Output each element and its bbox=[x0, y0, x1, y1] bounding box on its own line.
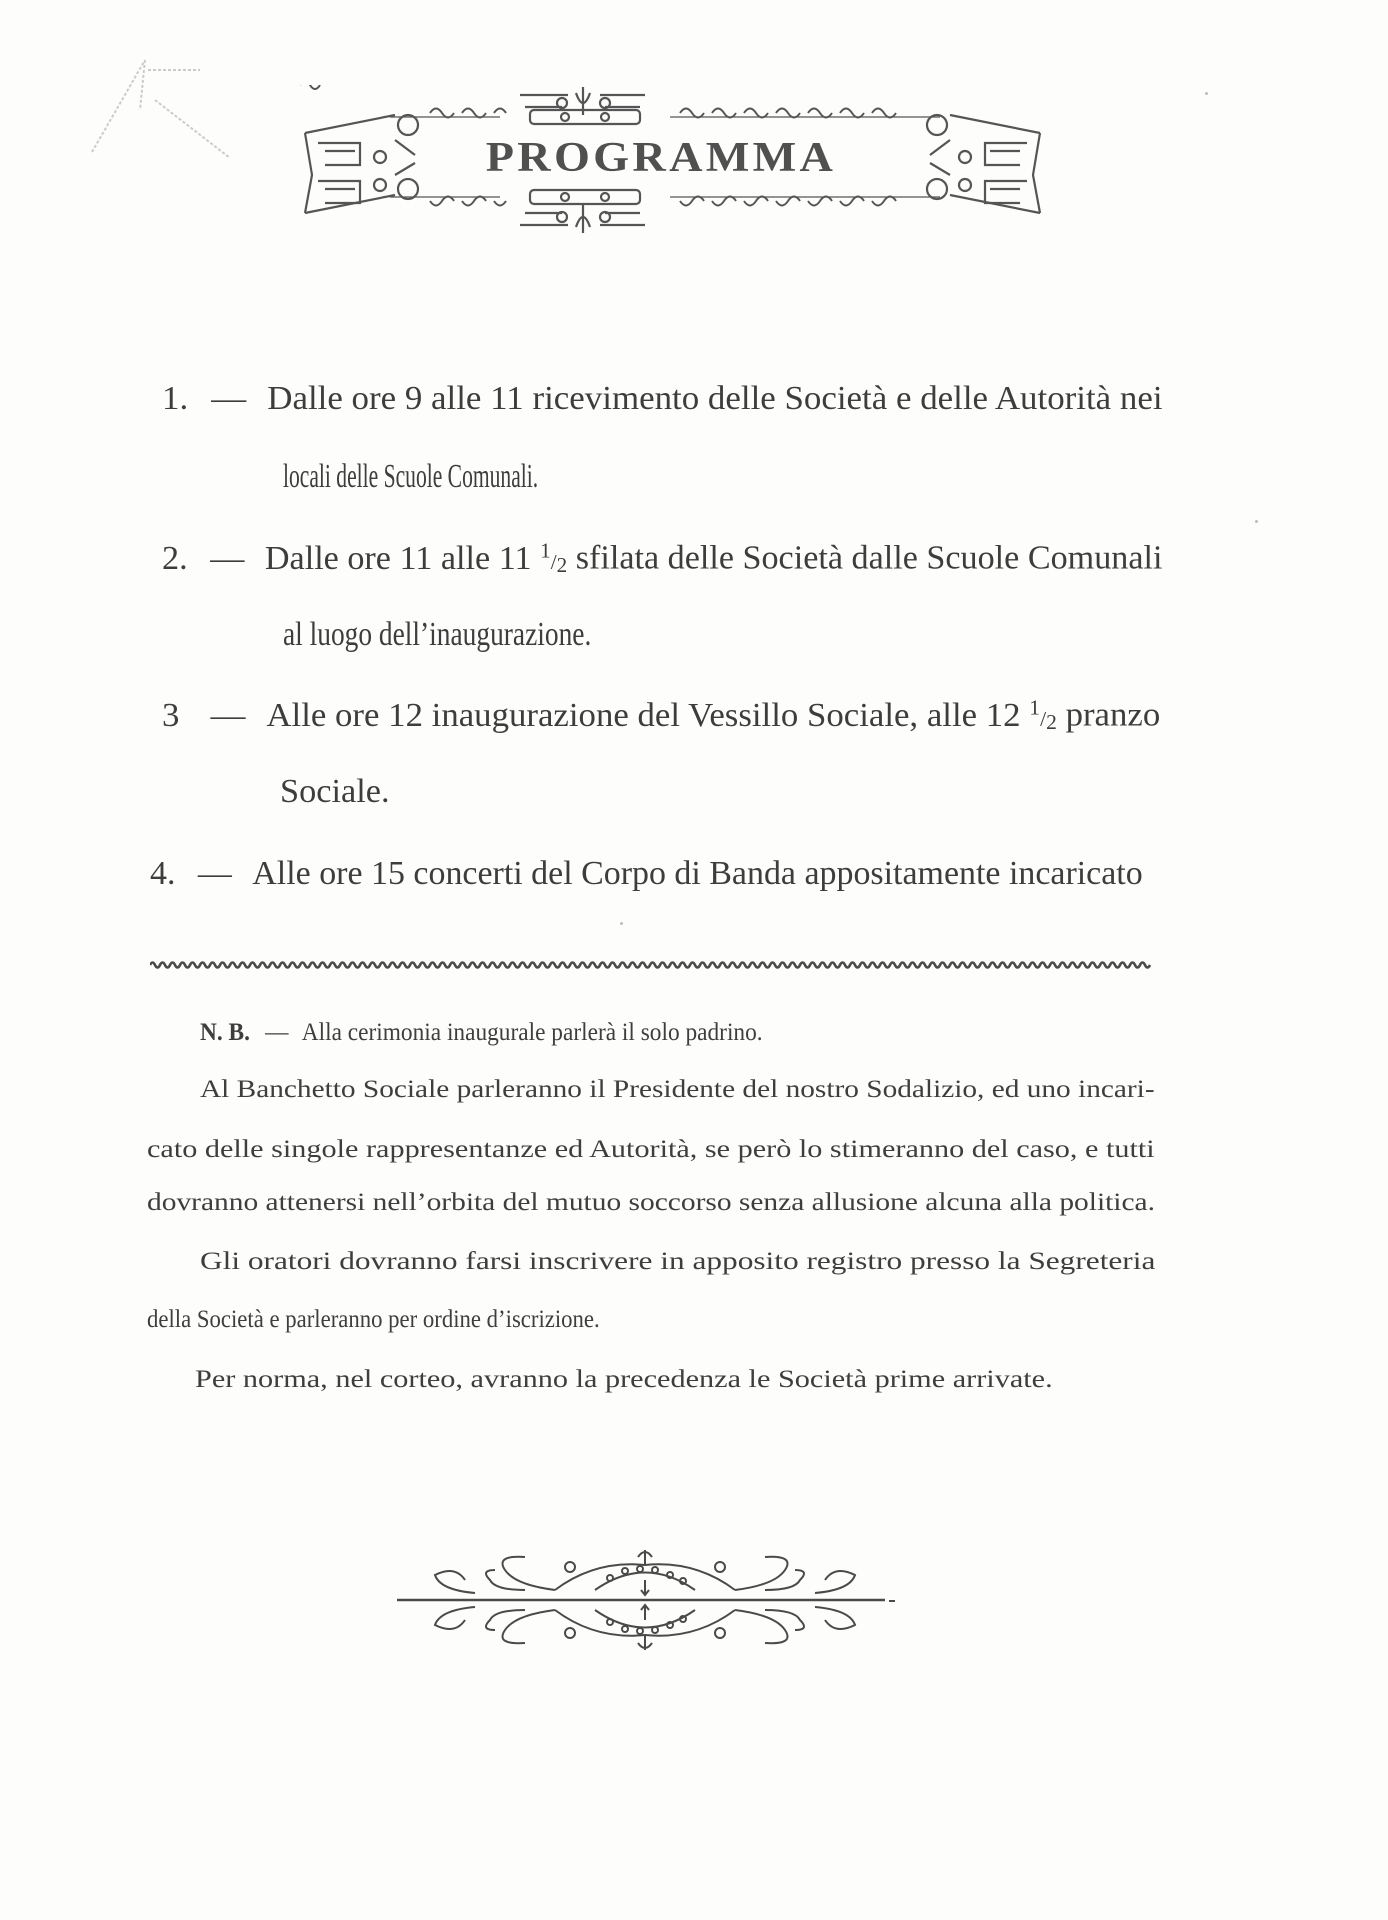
item-number: 3 bbox=[162, 696, 180, 734]
program-item-3-line-1 bbox=[162, 697, 1160, 733]
paper-speck bbox=[1255, 520, 1258, 523]
program-item-1-line-2 bbox=[283, 460, 538, 494]
note-line: Al Banchetto Sociale parleranno il Presidente del nostro Sodalizio, ed uno incari- bbox=[200, 1076, 1155, 1103]
wavy-divider bbox=[150, 958, 1155, 972]
program-item-3-line-2 bbox=[280, 775, 390, 809]
pencil-mark-icon bbox=[80, 40, 250, 160]
item-dash: — bbox=[210, 696, 246, 734]
note-line: della Società e parleranno per ordine d’iscrizione. bbox=[147, 1306, 600, 1333]
item-dash: — bbox=[211, 380, 247, 417]
fraction-one-half: $^1/_2$ bbox=[540, 538, 568, 577]
item-dash: — bbox=[210, 539, 245, 577]
program-item-2-line-2 bbox=[283, 618, 591, 652]
program-item-2-line-1 bbox=[162, 540, 1162, 576]
nb-label: N. B. bbox=[200, 1019, 250, 1046]
program-item-1-line-1 bbox=[162, 382, 1163, 416]
item-text: al luogo dell’inaugurazione. bbox=[283, 616, 592, 653]
item-text: Alle ore 12 inaugurazione del Vessillo Sociale, alle 12 bbox=[266, 696, 1021, 734]
item-text: Sociale. bbox=[280, 773, 390, 810]
note-line: Gli oratori dovranno farsi inscrivere in apposito registro presso la Segreteria bbox=[200, 1248, 1156, 1275]
item-number: 2. bbox=[162, 539, 188, 577]
note-line: dovranno attenersi nell’orbita del mutuo soccorso senza allusione alcuna alla politica. bbox=[147, 1189, 1155, 1216]
paper-speck bbox=[1205, 92, 1208, 95]
item-number: 1. bbox=[162, 380, 189, 417]
program-item-4-line-1 bbox=[150, 857, 1143, 891]
item-text: locali delle Scuole Comunali. bbox=[283, 458, 539, 495]
nb-text: Alla cerimonia inaugurale parlerà il solo padrino. bbox=[301, 1019, 763, 1046]
item-text: Dalle ore 9 alle 11 ricevimento delle Società e delle Autorità nei bbox=[267, 380, 1163, 417]
item-text: Dalle ore 11 alle 11 bbox=[264, 539, 532, 577]
item-text: Alle ore 15 concerti del Corpo di Banda appositamente incaricato bbox=[252, 855, 1143, 892]
item-text: sfilata delle Società dalle Scuole Comunali bbox=[575, 539, 1163, 577]
bottom-fleuron-ornament bbox=[395, 1545, 895, 1655]
paper-speck bbox=[620, 922, 623, 925]
note-line: Per norma, nel corteo, avranno la precedenza le Società prime arrivate. bbox=[195, 1366, 1053, 1393]
nb-dash: — bbox=[265, 1019, 289, 1046]
item-dash: — bbox=[197, 855, 232, 892]
nb-line bbox=[200, 1020, 763, 1045]
page-title: PROGRAMMA bbox=[485, 135, 837, 181]
item-number: 4. bbox=[150, 855, 176, 892]
fraction-one-half: $^1/_2$ bbox=[1029, 695, 1057, 734]
item-text: pranzo bbox=[1065, 696, 1161, 734]
note-line: cato delle singole rappresentanze ed Autorità, se però lo stimeranno del caso, e tutti bbox=[147, 1136, 1155, 1163]
